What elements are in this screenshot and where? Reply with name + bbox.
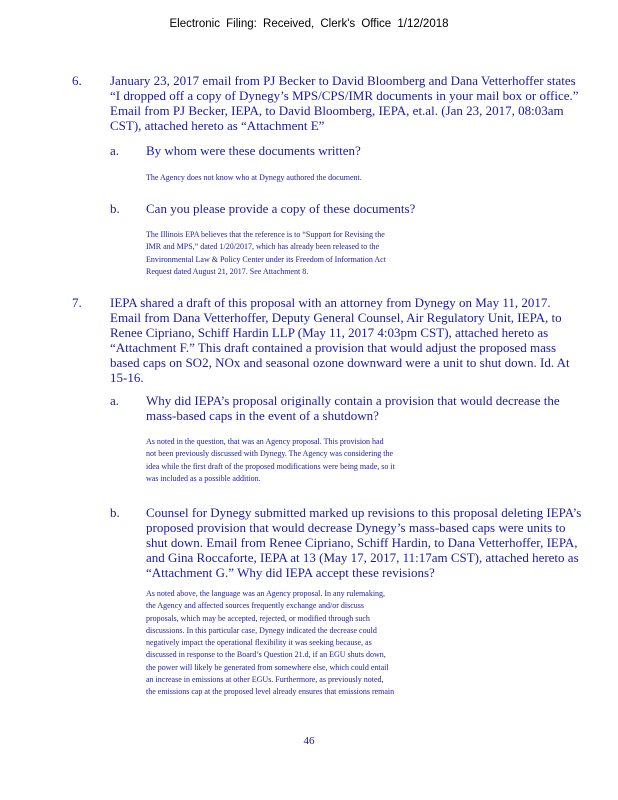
item-7a-question: Why did IEPA’s proposal originally contain a provision that would decrease the mass-based caps in the event of a shutdown? — [146, 393, 560, 423]
answer-line: idea while the first draft of the proposed modifications were being made, so it — [146, 461, 395, 471]
item-6b-answer — [146, 229, 576, 278]
answer-line: As noted above, the language was an Agency proposal. In any rulemaking, — [146, 589, 386, 598]
answer-line: discussions. In this particular case, Dynegy indicated the decrease could — [146, 625, 377, 635]
answer-line: As noted in the question, that was an Agency proposal. This provision had — [146, 437, 384, 446]
answer-line: the Agency and affected sources frequently exchange and/or discuss — [146, 601, 364, 611]
item-7a-answer — [146, 436, 576, 485]
item-7b-answer — [146, 588, 576, 699]
answer-line: the emissions cap at the proposed level already ensures that emissions remain — [146, 687, 395, 697]
item-6-text: January 23, 2017 email from PJ Becker to David Bloomberg and Dana Vetterhoffer states “I dropped off a copy of Dynegy’s MPS/CPS/IMR documents in your mail box or office.” Email from PJ Becker, IEPA, to David Bloomberg, IEPA, et.al. (Jan 23, 2017, 08:03am CST), attached hereto as “Attachment E” — [110, 73, 579, 133]
item-6a-label: a. — [110, 143, 120, 158]
answer-line: was included as a possible addition. — [146, 473, 261, 483]
filing-stamp-header: Electronic Filing: Received, Clerk's Office 1/12/2018 — [169, 18, 449, 30]
answer-line: not been previously discussed with Dynegy. The Agency was considering the — [146, 449, 394, 459]
answer-line: The Illinois EPA believes that the reference is to “Support for Revising the — [146, 230, 385, 239]
answer-line: an increase in emissions at other EGUs. Furthermore, as previously noted, — [146, 675, 384, 685]
item-7b-label: b. — [110, 505, 120, 520]
answer-line: negatively impact the operational flexibility it was seeking because, as — [146, 638, 372, 648]
answer-line: discussed in response to the Board’s Question 21.d, if an EGU shuts down, — [146, 650, 386, 660]
item-6a-answer — [146, 172, 576, 184]
item-7-text: IEPA shared a draft of this proposal with an attorney from Dynegy on May 11, 2017. Email from Dana Vetterhoffer, Deputy General Counsel, Air Regulatory Unit, IEPA, to Renee Cipriano, Schiff Hardin LLP (May 11, 2017 4:03pm CST), attached hereto as “Attachment F.” This draft contained a provision that would adjust the proposed mass based caps on SO2, NOx and seasonal ozone downward were a unit to shut down. Id. At 15-16. — [110, 295, 570, 385]
item-7-number: 7. — [72, 295, 82, 310]
answer-line: proposals, which may be accepted, rejected, or modified through such — [146, 613, 370, 623]
item-7a-label: a. — [110, 393, 120, 408]
answer-line: Request dated August 21, 2017. See Attachment 8. — [146, 266, 309, 276]
page-number: 46 — [303, 735, 315, 747]
item-6a-question: By whom were these documents written? — [146, 143, 361, 158]
item-6b-question: Can you please provide a copy of these documents? — [146, 201, 416, 216]
item-7b-question: Counsel for Dynegy submitted marked up revisions to this proposal deleting IEPA’s proposed provision that would decrease Dynegy’s mass-based caps were units to shut down. Email from Renee Cipriano, Schiff Hardin, to Dana Vetterhoffer, IEPA, and Gina Roccaforte, IEPA at 13 (May 17, 2017, 11:17am CST), attached hereto as “Attachment G.” Why did IEPA accept these revisions? — [146, 505, 582, 580]
answer-line: IMR and MPS,” dated 1/20/2017, which has already been released to the — [146, 242, 380, 252]
answer-line: The Agency does not know who at Dynegy authored the document. — [146, 173, 362, 182]
answer-line: Environmental Law & Policy Center under its Freedom of Information Act — [146, 254, 386, 264]
item-6b-label: b. — [110, 201, 120, 216]
answer-line: the power will likely be generated from somewhere else, which could entail — [146, 662, 389, 672]
item-6-number: 6. — [72, 73, 82, 88]
